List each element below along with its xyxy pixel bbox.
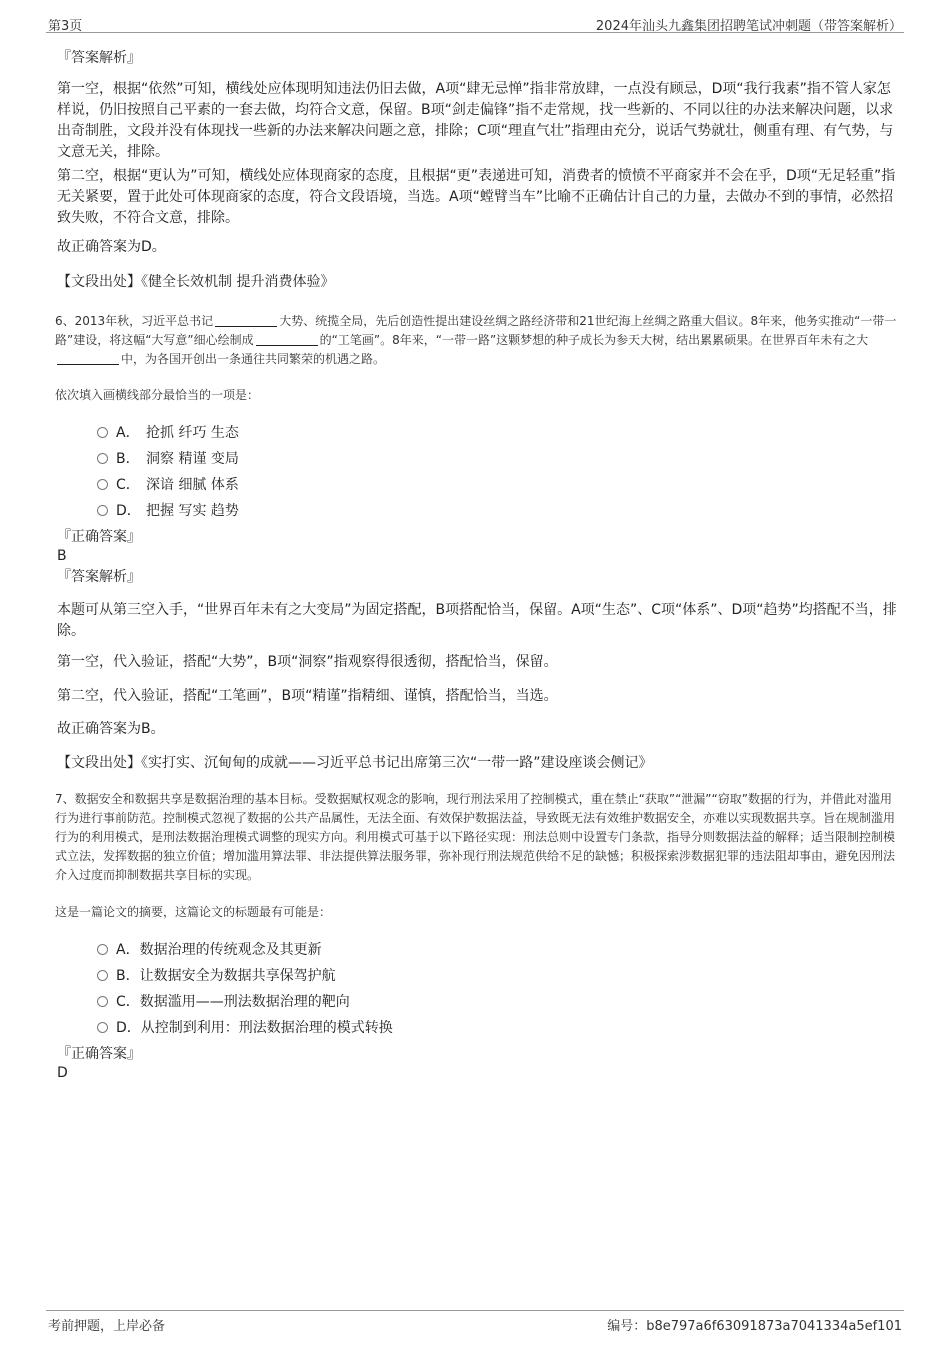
q6-stem-part-b: 大势、统揽全局，先后创造性提出建设丝绸之路经济带和21世纪海上丝绸之路重大倡议。8年来，他务实推动“一带一路”建设，将这幅“大写意”细心绘制成 bbox=[55, 314, 897, 347]
radio-icon[interactable] bbox=[97, 453, 108, 464]
q6-stem-part-c: 的“工笔画”。8年来，“一带一路”这颗梦想的种子成长为参天大树，结出累累硕果。在世界百年未有之大 bbox=[319, 333, 869, 347]
radio-icon[interactable] bbox=[97, 996, 108, 1007]
q6-prompt: 依次填入画横线部分最恰当的一项是： bbox=[55, 388, 260, 402]
q6-option-b[interactable]: B． 洞察 精谨 变局 bbox=[97, 448, 239, 468]
q6-blank-2 bbox=[256, 333, 318, 346]
q7-option-d[interactable]: D．从控制到利用：刑法数据治理的模式转换 bbox=[97, 1017, 393, 1037]
q5-analysis-para2: 第二空，根据“更认为”可知，横线处应体现商家的态度，且根据“更”表递进可知，消费者的愤愤不平商家并不会在乎，D项“无足轻重”指无关紧要，置于此处可体现商家的态度，符合文段语境，当选。A项“螳臂当车”比喻不正确估计自己的力量，去做办不到的事情，必然招致失败，不符合文意，排除。 bbox=[57, 168, 896, 226]
document-title: 2024年汕头九鑫集团招聘笔试冲刺题（带答案解析） bbox=[595, 19, 902, 34]
q6-option-d[interactable]: D． 把握 写实 趋势 bbox=[97, 500, 239, 520]
q6-blank-3 bbox=[57, 352, 119, 365]
q6-option-a[interactable]: A． 抢抓 纤巧 生态 bbox=[97, 422, 239, 442]
q6-conclusion: 故正确答案为B。 bbox=[57, 721, 165, 737]
q6-stem-part-d: 中，为各国开创出一条通往共同繁荣的机遇之路。 bbox=[121, 352, 386, 366]
radio-icon[interactable] bbox=[97, 970, 108, 981]
q6-source: 【文段出处】《实打实、沉甸甸的成就——习近平总书记出席第三次“一带一路”建设座谈会侧记》 bbox=[57, 755, 653, 771]
q7-answer: D bbox=[57, 1065, 68, 1081]
q7-prompt: 这是一篇论文的摘要，这篇论文的标题最有可能是： bbox=[55, 905, 332, 919]
q6-analysis-para1: 本题可从第三空入手，“世界百年未有之大变局”为固定搭配，B项搭配恰当，保留。A项“生态”、C项“体系”、D项“趋势”均搭配不当，排除。 bbox=[57, 602, 897, 639]
q6-stem bbox=[55, 312, 900, 369]
page-number: 第3页 bbox=[48, 19, 83, 34]
q6-option-c[interactable]: C． 深谙 细腻 体系 bbox=[97, 474, 239, 494]
q7-answer-label: 『正确答案』 bbox=[57, 1046, 141, 1062]
q6-answer: B bbox=[57, 548, 67, 564]
radio-icon[interactable] bbox=[97, 479, 108, 490]
q5-source: 【文段出处】《健全长效机制 提升消费体验》 bbox=[57, 274, 335, 290]
q7-option-c[interactable]: C．数据滥用——刑法数据治理的靶向 bbox=[97, 991, 350, 1011]
q5-analysis-para1: 第一空，根据“依然”可知，横线处应体现明知违法仍旧去做，A项“肆无忌惮”指非常放肆，一点没有顾忌，D项“我行我素”指不管人家怎样说，仍旧按照自己平素的一套去做，均符合文意，保留。B项“剑走偏锋”指不走常规，找一些新的、不同以往的办法来解决问题，以求出奇制胜，文段并没有体现找一些新的办法来解决问题之意，排除；C项“理直气壮”指理由充分，说话气势就壮，侧重有理、有气势，与文意无关，排除。 bbox=[57, 81, 894, 160]
q7-option-a[interactable]: A．数据治理的传统观念及其更新 bbox=[97, 939, 322, 959]
q6-analysis-para2: 第一空，代入验证，搭配“大势”，B项“洞察”指观察得很透彻，搭配恰当，保留。 bbox=[57, 654, 558, 670]
radio-icon[interactable] bbox=[97, 1022, 108, 1033]
q5-analysis-label: 『答案解析』 bbox=[57, 50, 141, 66]
q6-analysis-para3: 第二空，代入验证，搭配“工笔画”，B项“精谨”指精细、谨慎，搭配恰当，当选。 bbox=[57, 688, 558, 704]
q6-blank-1 bbox=[215, 314, 277, 327]
radio-icon[interactable] bbox=[97, 944, 108, 955]
q7-option-b[interactable]: B．让数据安全为数据共享保驾护航 bbox=[97, 965, 336, 985]
radio-icon[interactable] bbox=[97, 427, 108, 438]
q5-conclusion: 故正确答案为D。 bbox=[57, 239, 166, 255]
q7-stem: 7、数据安全和数据共享是数据治理的基本目标。受数据赋权观念的影响，现行刑法采用了控制模式，重在禁止“获取”“泄漏”“窃取”数据的行为，并借此对滥用行为进行事前防范。控制模式忽视了数据的公共产品属性，无法全面、有效保护数据法益，导致既无法有效维护数据安全，亦难以实现数据共享。旨在规制滥用行为的利用模式，是刑法数据治理模式调整的现实方向。利用模式可基于以下路径实现：刑法总则中设置专门条款，指导分则数据法益的解释；适当限制控制模式立法，发挥数据的独立价值；增加滥用算法罪、非法提供算法服务罪，弥补现行刑法规范供给不足的缺憾；积极探索涉数据犯罪的违法阻却事由，避免因刑法介入过度而抑制数据共享目标的实现。 bbox=[55, 792, 896, 882]
page-header bbox=[46, 12, 904, 33]
q6-analysis-label: 『答案解析』 bbox=[57, 569, 141, 585]
footer-doc-code: 编号：b8e797a6f63091873a7041334a5ef101 bbox=[607, 1319, 902, 1334]
radio-icon[interactable] bbox=[97, 505, 108, 516]
footer-slogan: 考前押题，上岸必备 bbox=[48, 1319, 166, 1334]
q6-stem-part-a: 6、2013年秋，习近平总书记 bbox=[55, 314, 214, 328]
q6-answer-label: 『正确答案』 bbox=[57, 529, 141, 545]
page-footer bbox=[46, 1310, 904, 1335]
